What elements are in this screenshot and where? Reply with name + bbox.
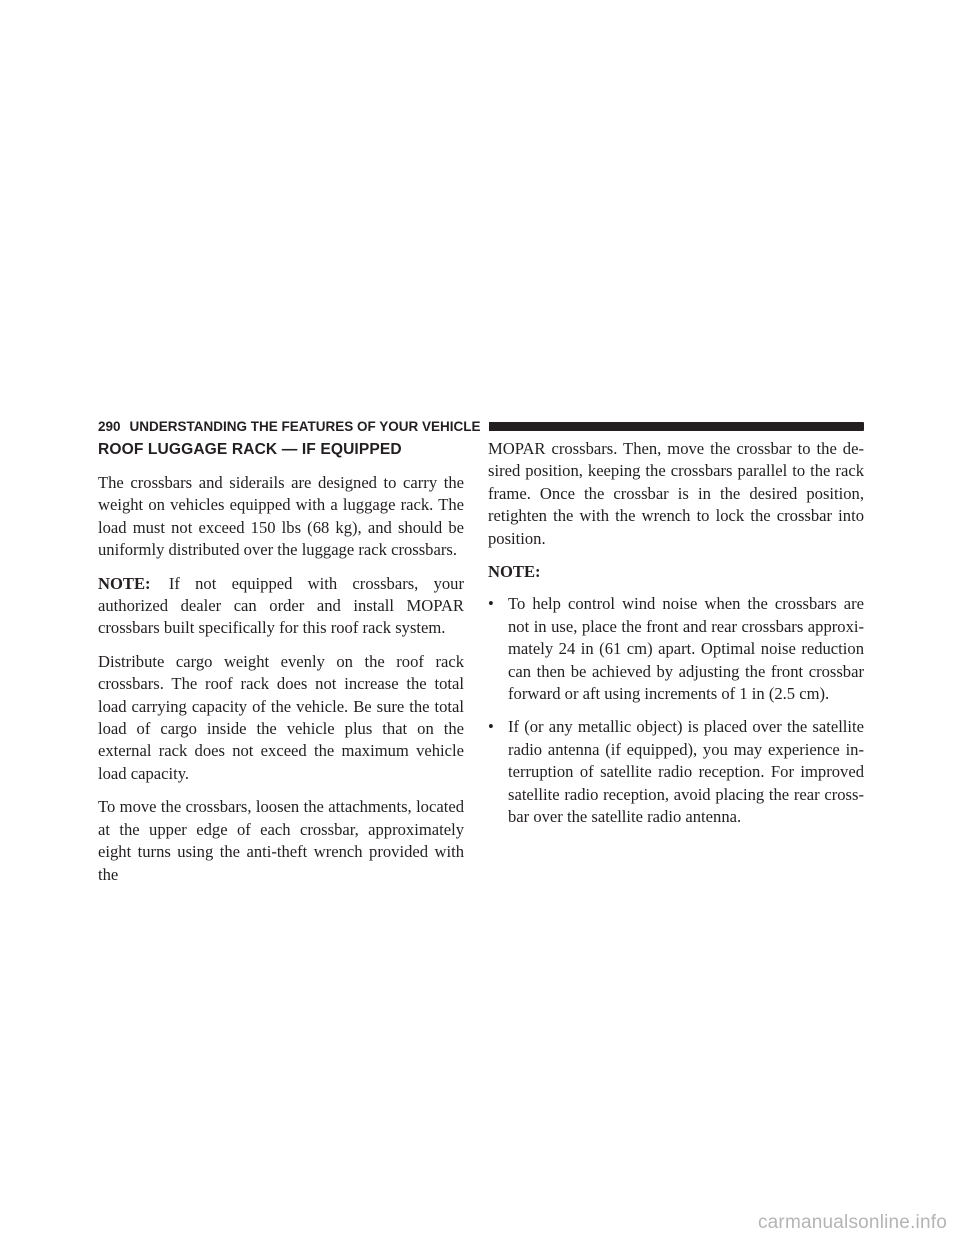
note-bullet-list: [488, 593, 864, 828]
bullet-icon: •: [488, 717, 494, 737]
list-item-text: If (or any metallic object) is placed over the satellite radio antenna (if equipped), you may experience in-terruption of satellite radio reception. For improved satellite radio reception, avoid placing the rear cross-bar over the satellite radio antenna.: [508, 717, 864, 827]
note-heading: NOTE:: [488, 562, 541, 582]
note-label: NOTE:: [98, 573, 151, 593]
header-rule: [489, 422, 864, 431]
continued-paragraph: MOPAR crossbars. Then, move the crossbar to the de-sired position, keeping the crossbars parallel to the rack frame. Once the crossbar is in the desired position, retighten the with the wrench to lock the crossbar into position.: [488, 439, 864, 548]
distribute-cargo-paragraph: Distribute cargo weight evenly on the roof rack crossbars. The roof rack does not increase the total load carrying capacity of the vehicle. Be sure the total load of cargo inside the vehicle plus that on the external rack does not exceed the maximum vehicle load capacity.: [98, 651, 464, 783]
move-crossbars-paragraph: To move the crossbars, loosen the attachments, located at the upper edge of each crossbar, approximately eight turns using the anti-theft wrench provided with the: [98, 797, 464, 884]
page-number: 290: [98, 419, 121, 434]
note-paragraph: [98, 573, 464, 640]
section-heading: ROOF LUGGAGE RACK — IF EQUIPPED: [98, 441, 402, 458]
capacity-paragraph: The crossbars and siderails are designed to carry the weight on vehicles equipped with a luggage rack. The load must not exceed 150 lbs (68 kg), and should be uniformly distributed over the luggage rack crossbars.: [98, 473, 464, 560]
left-column: [98, 438, 464, 897]
watermark-link[interactable]: carmanualsonline.info: [757, 1212, 947, 1233]
note-text: If not equipped with crossbars, your authorized dealer can order and install MOPAR crossbars built specifically for this roof rack system.: [98, 573, 464, 638]
list-item: [488, 716, 864, 828]
list-item-text: To help control wind noise when the crossbars are not in use, place the front and rear crossbars approxi-mately 24 in (61 cm) apart. Optimal noise reduction can then be achieved by adjusting the front crossbar forward or aft using increments of 1 in (2.5 cm).: [508, 594, 864, 704]
bullet-icon: •: [488, 594, 494, 614]
right-column: [488, 438, 864, 840]
list-item: [488, 593, 864, 705]
page-header: [98, 417, 864, 436]
running-header-title: UNDERSTANDING THE FEATURES OF YOUR VEHICLE: [129, 419, 481, 434]
